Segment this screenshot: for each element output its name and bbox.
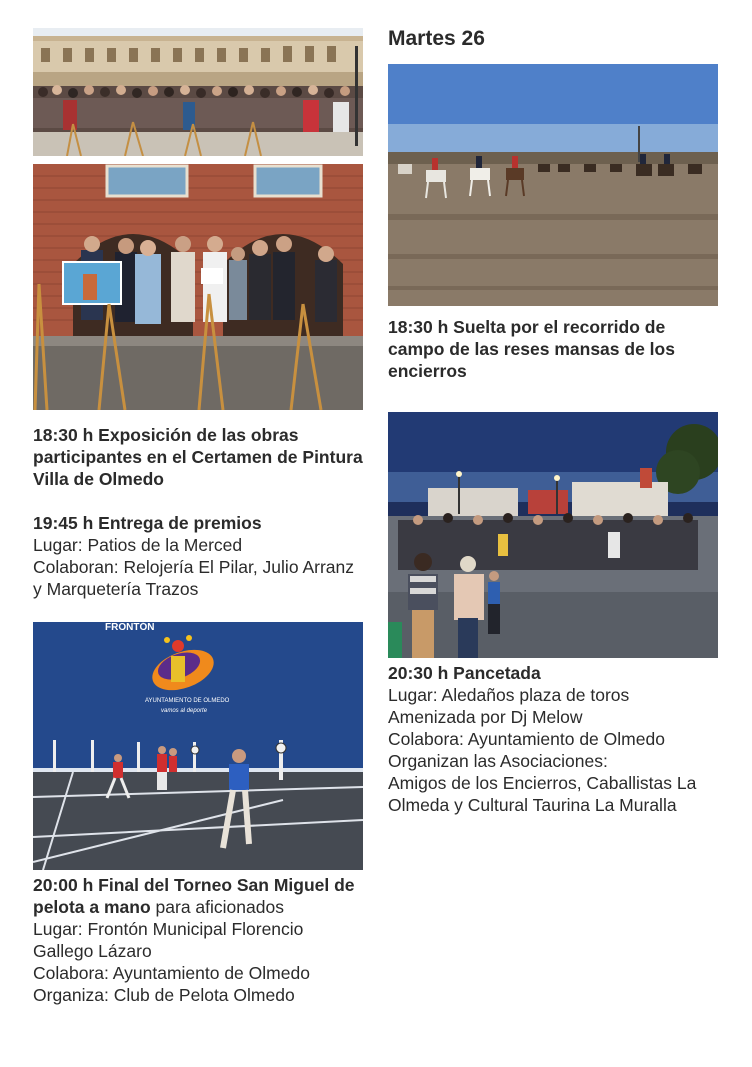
pancetada-crowd-photo (388, 412, 718, 658)
entrega-lugar: Lugar: Patios de la Merced (33, 535, 243, 555)
plaza-crowd-photo (33, 28, 363, 156)
torneo-lugar: Lugar: Frontón Municipal Florencio Gallego Lázaro (33, 919, 304, 961)
award-ceremony-photo (33, 164, 363, 410)
pancetada-lugar: Lugar: Aledaños plaza de toros (388, 685, 630, 705)
fronton-wall-text: FRONTÓN (105, 622, 155, 633)
left-column (33, 28, 363, 1006)
torneo-colabora: Colabora: Ayuntamiento de Olmedo (33, 963, 310, 983)
exposicion-title: 18:30 h Exposición de las obras participantes en el Certamen de Pintura Villa de Olmedo (33, 425, 363, 489)
suelta-title: 18:30 h Suelta por el recorrido de campo de las reses mansas de los encierros (388, 317, 675, 381)
right-column (388, 26, 718, 816)
horses-field-photo (388, 64, 718, 306)
entrega-colaboran: Colaboran: Relojería El Pilar, Julio Arranz y Marquetería Trazos (33, 557, 354, 599)
pancetada-colabora: Colabora: Ayuntamiento de Olmedo (388, 729, 665, 749)
fronton-pelota-photo (33, 622, 363, 870)
logo-text-line1: AYUNTAMIENTO DE OLMEDO (145, 698, 230, 704)
pancetada-asociaciones: Amigos de los Encierros, Caballistas La Olmeda y Cultural Taurina La Muralla (388, 773, 697, 815)
logo-text-line2: vamos al deporte (161, 708, 208, 714)
day-heading: Martes 26 (388, 27, 485, 50)
torneo-title: 20:00 h Final del Torneo San Miguel de pelota a mano para aficionados (33, 875, 355, 917)
entrega-title: 19:45 h Entrega de premios (33, 513, 262, 533)
pancetada-organizan: Organizan las Asociaciones: (388, 751, 608, 771)
pancetada-amenizada: Amenizada por Dj Melow (388, 707, 583, 727)
torneo-organiza: Organiza: Club de Pelota Olmedo (33, 985, 295, 1005)
pancetada-title: 20:30 h Pancetada (388, 663, 541, 683)
